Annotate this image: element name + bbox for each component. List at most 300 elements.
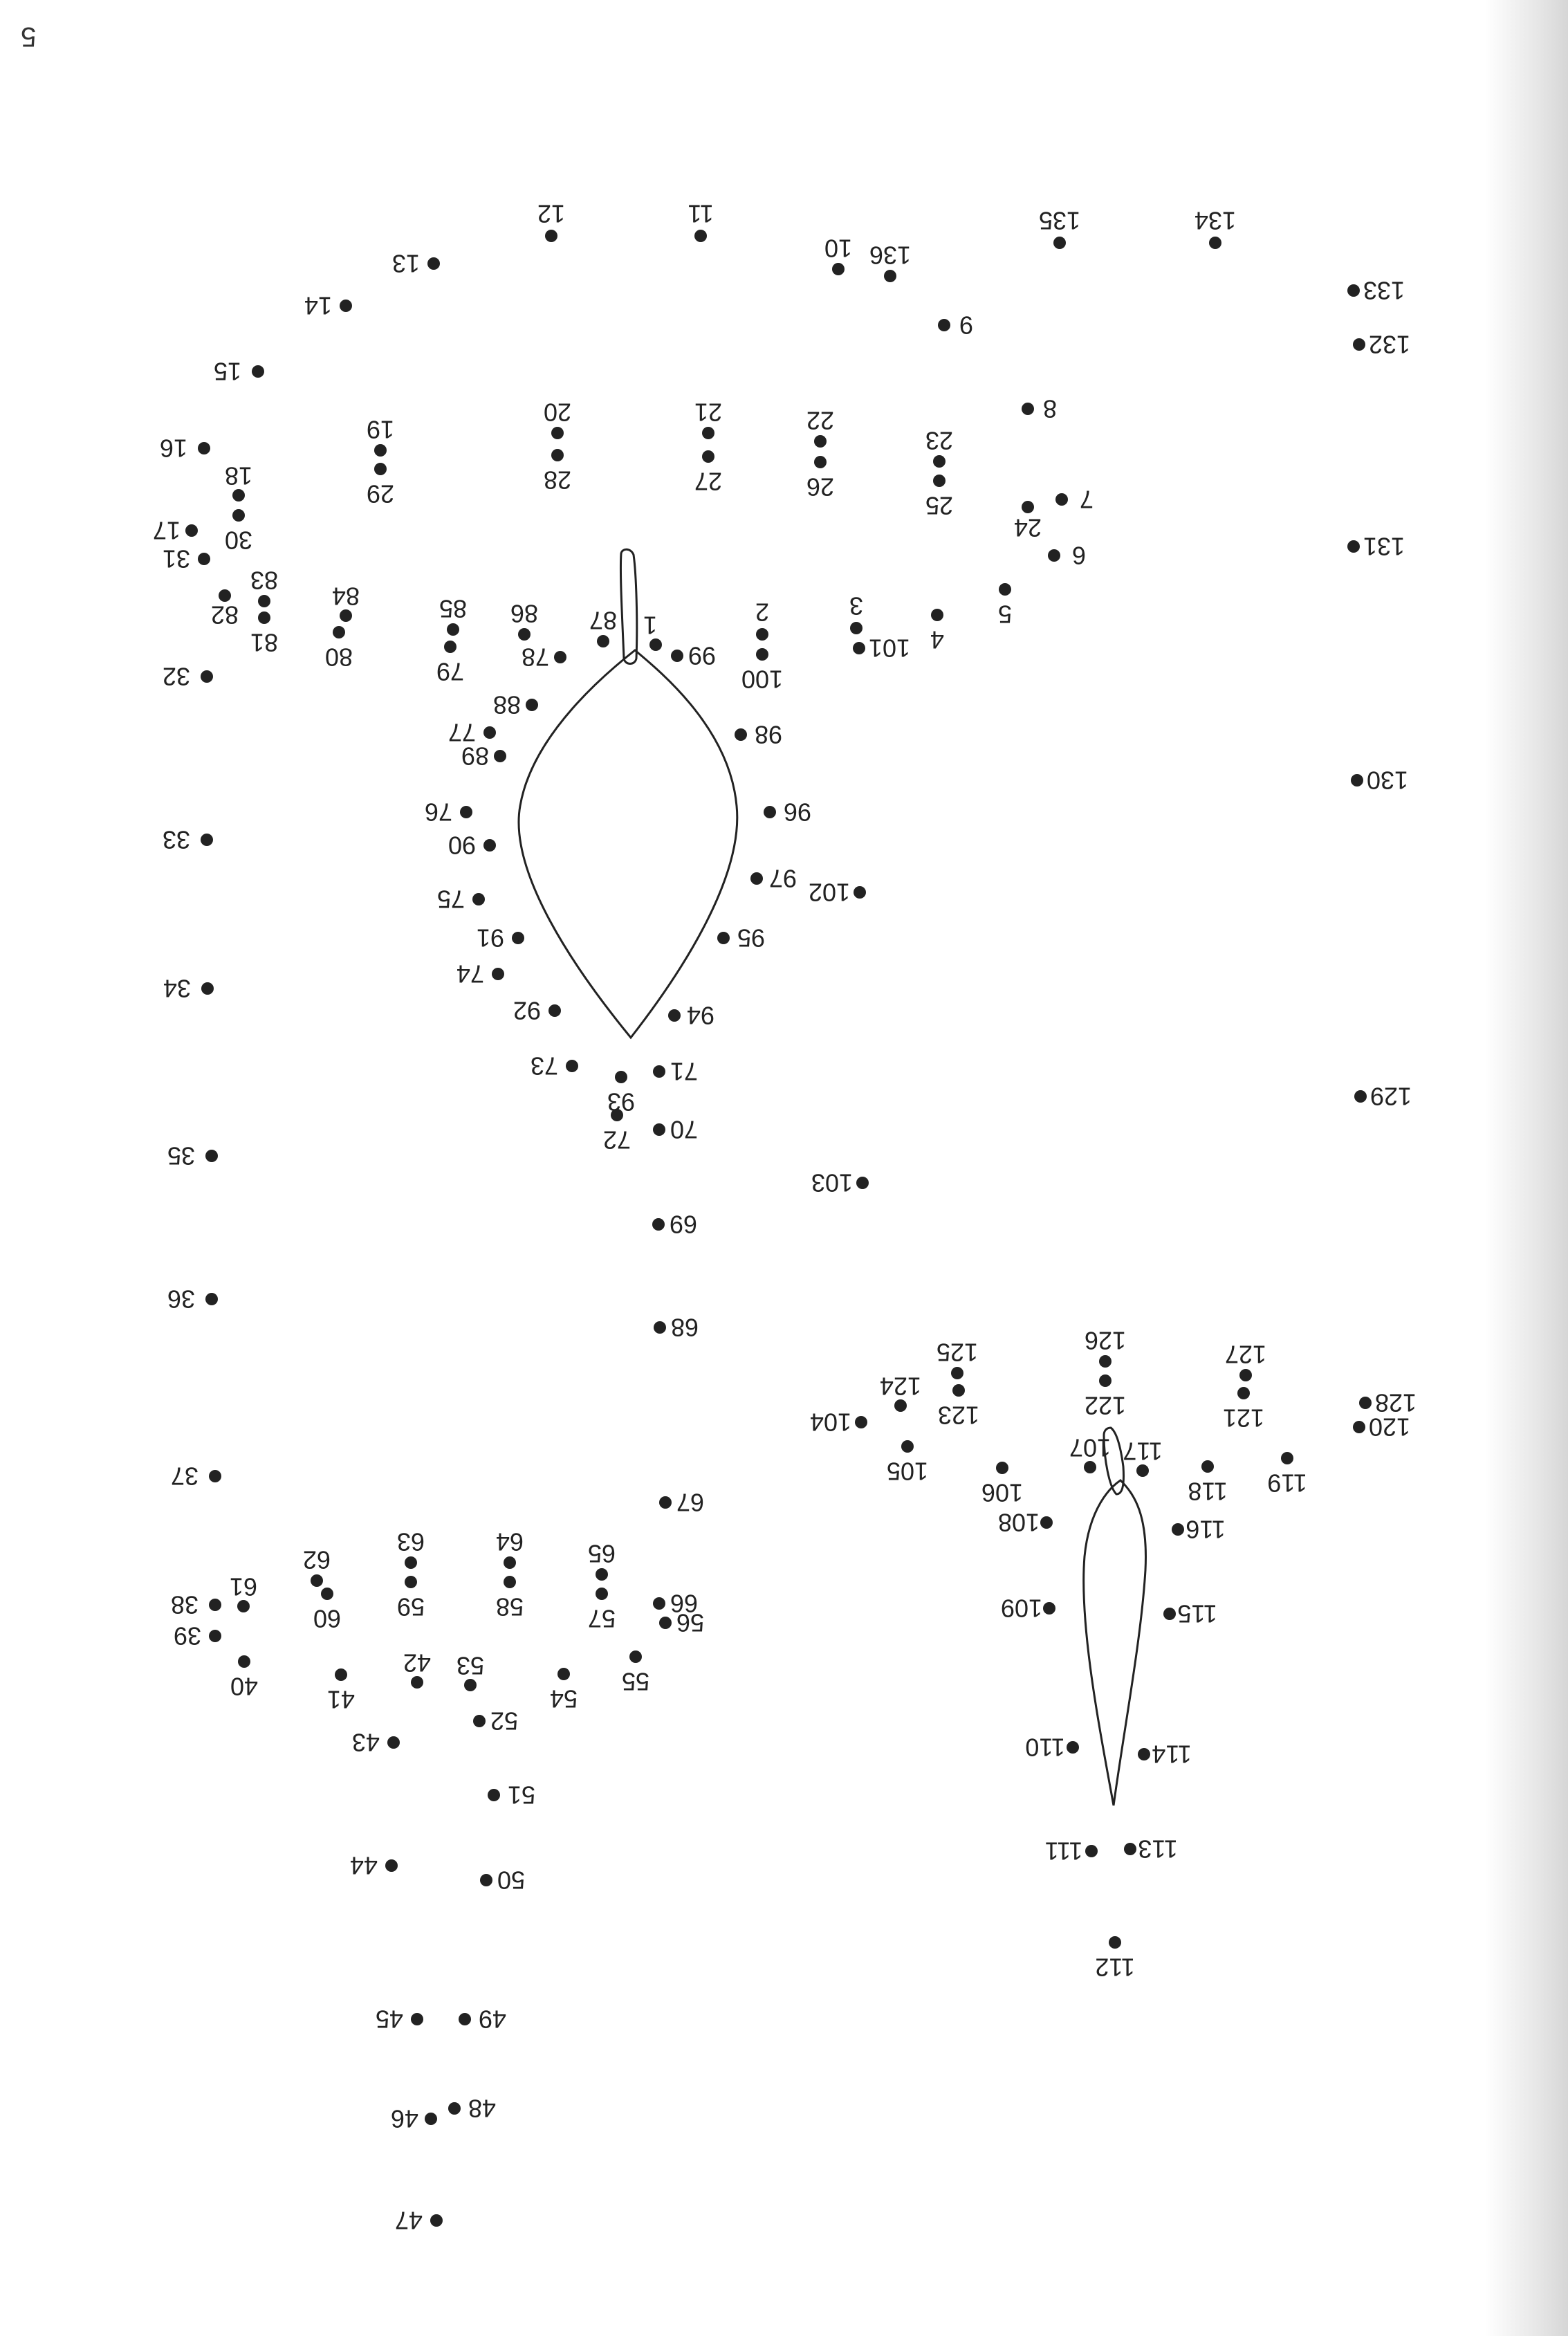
dot-76 [425, 798, 472, 827]
dot-marker [1136, 1464, 1149, 1477]
dot-marker [952, 1384, 965, 1397]
dot-label: 66 [670, 1589, 699, 1618]
dot-marker [405, 1576, 417, 1588]
dot-marker [1354, 1090, 1367, 1103]
dot-marker [551, 427, 564, 439]
dot-label: 76 [424, 798, 453, 827]
dot-marker [615, 1071, 627, 1083]
dot-104 [810, 1408, 867, 1437]
dot-2 [755, 598, 769, 641]
dot-112 [1095, 1936, 1134, 1982]
dot-marker [201, 670, 213, 683]
dot-36 [167, 1285, 218, 1314]
dot-marker [405, 1556, 417, 1569]
dot-80 [325, 626, 353, 672]
dot-71 [653, 1058, 698, 1086]
dot-3 [849, 592, 863, 635]
dot-label: 102 [808, 878, 851, 907]
dot-43 [352, 1729, 400, 1757]
dot-126 [1085, 1327, 1126, 1368]
dot-68 [654, 1314, 699, 1342]
dot-marker [1048, 549, 1060, 562]
dot-label: 90 [448, 831, 477, 860]
dot-25 [925, 475, 953, 520]
dot-label: 89 [461, 742, 490, 771]
dot-marker [597, 635, 609, 647]
dot-65 [588, 1540, 616, 1581]
dot-marker [1172, 1523, 1184, 1536]
dot-marker [671, 650, 683, 662]
dot-label: 34 [163, 974, 192, 1003]
dot-113 [1124, 1835, 1178, 1864]
dot-62 [303, 1546, 331, 1588]
dot-marker [1055, 493, 1068, 506]
dot-marker [385, 1859, 398, 1872]
dot-marker [653, 1597, 665, 1610]
dot-label: 135 [1038, 206, 1081, 235]
dot-label: 120 [1368, 1413, 1411, 1442]
dot-label: 31 [162, 544, 191, 573]
dot-marker [1124, 1843, 1136, 1855]
dot-label: 46 [390, 2104, 419, 2133]
dot-81 [250, 611, 278, 657]
dot-marker [717, 932, 730, 944]
dot-39 [174, 1622, 221, 1650]
dot-label: 24 [1013, 513, 1042, 542]
dot-marker [252, 365, 264, 378]
dot-27 [694, 450, 722, 496]
dot-label: 43 [351, 1728, 380, 1757]
dot-32 [163, 663, 213, 691]
dot-82 [211, 589, 239, 629]
dot-label: 134 [1194, 206, 1237, 235]
dot-84 [332, 582, 360, 623]
dot-label: 9 [959, 311, 974, 340]
small-leaf-outline [1084, 1480, 1146, 1805]
dot-18 [225, 462, 252, 502]
dot-label: 104 [809, 1408, 852, 1437]
dot-89 [461, 742, 506, 771]
dot-label: 39 [173, 1621, 202, 1650]
dot-label: 59 [396, 1592, 425, 1621]
dot-20 [544, 398, 571, 440]
dot-label: 61 [229, 1572, 258, 1601]
dot-marker [209, 1470, 221, 1482]
dot-label: 11 [688, 199, 714, 228]
dot-label: 37 [170, 1462, 199, 1491]
dot-label: 111 [1044, 1837, 1083, 1866]
dot-label: 45 [375, 2005, 404, 2034]
dot-label: 49 [478, 2005, 507, 2034]
dot-100 [741, 648, 783, 694]
dot-63 [397, 1528, 425, 1570]
dot-marker [480, 1874, 492, 1886]
dot-label: 70 [670, 1115, 699, 1144]
dot-7 [1055, 486, 1094, 514]
dot-114 [1138, 1740, 1192, 1769]
dot-label: 128 [1374, 1388, 1417, 1417]
dot-label: 122 [1084, 1391, 1127, 1420]
dot-label: 118 [1188, 1477, 1228, 1506]
dot-marker [488, 1789, 500, 1801]
dot-label: 30 [224, 526, 253, 555]
dot-label: 107 [1069, 1433, 1112, 1462]
dot-label: 44 [349, 1851, 378, 1880]
dot-marker [659, 1496, 672, 1509]
dot-label: 29 [366, 479, 395, 508]
dot-label: 71 [670, 1057, 699, 1086]
dot-label: 53 [456, 1651, 485, 1680]
dot-marker [999, 583, 1011, 596]
dot-marker [1040, 1516, 1053, 1529]
dot-115 [1163, 1600, 1217, 1628]
dot-marker [931, 609, 943, 621]
dot-label: 78 [521, 643, 550, 672]
dot-35 [167, 1142, 218, 1170]
dot-label: 72 [602, 1125, 631, 1155]
dot-marker [335, 1668, 347, 1681]
dot-marker [653, 1123, 665, 1136]
dot-marker [814, 456, 827, 468]
dot-marker [473, 1715, 486, 1727]
dot-label: 133 [1363, 276, 1405, 305]
dot-label: 99 [688, 641, 717, 670]
dot-marker [492, 968, 504, 980]
dot-label: 100 [741, 665, 784, 694]
dot-66 [653, 1590, 698, 1618]
dot-58 [496, 1576, 524, 1621]
dot-124 [880, 1372, 921, 1413]
dot-marker [1138, 1748, 1150, 1760]
dot-label: 92 [513, 996, 542, 1025]
dot-label: 33 [162, 825, 191, 854]
dot-marker [750, 872, 763, 885]
dot-marker [494, 750, 506, 762]
dot-label: 73 [530, 1051, 559, 1080]
dot-marker [333, 626, 345, 638]
dot-label: 136 [869, 241, 912, 270]
dot-label: 98 [754, 720, 783, 749]
dot-1 [643, 611, 662, 652]
dot-marker [545, 230, 557, 242]
dot-marker [1281, 1452, 1293, 1464]
dot-label: 112 [1095, 1953, 1135, 1982]
dot-marker [1239, 1369, 1252, 1381]
dot-134 [1195, 207, 1236, 250]
dot-marker [554, 651, 566, 663]
dot-marker [653, 1065, 665, 1078]
dot-marker [1163, 1608, 1176, 1620]
dot-54 [550, 1668, 578, 1713]
dot-109 [1001, 1594, 1055, 1623]
dot-label: 19 [366, 415, 395, 444]
dot-99 [671, 642, 716, 670]
dot-70 [653, 1116, 698, 1144]
dot-label: 21 [694, 398, 723, 427]
dot-marker [411, 1676, 423, 1689]
dot-label: 23 [925, 426, 954, 455]
dot-label: 64 [495, 1527, 524, 1556]
dot-marker [1043, 1602, 1055, 1615]
dot-108 [998, 1509, 1053, 1537]
dot-marker [472, 893, 485, 905]
dot-marker [321, 1588, 333, 1600]
dot-label: 14 [304, 291, 333, 320]
dot-19 [367, 416, 394, 457]
dot-marker [427, 257, 440, 270]
dot-97 [750, 865, 797, 893]
dot-34 [163, 975, 214, 1003]
dot-129 [1354, 1083, 1412, 1111]
dot-marker [483, 726, 496, 739]
dot-marker [258, 611, 270, 624]
dot-marker [652, 1218, 665, 1231]
dot-label: 108 [997, 1508, 1040, 1537]
dot-label: 119 [1267, 1469, 1307, 1498]
dot-label: 32 [162, 662, 191, 691]
dot-marker [1099, 1374, 1112, 1387]
dot-marker [854, 886, 866, 899]
dot-61 [230, 1573, 257, 1613]
dot-label: 4 [930, 625, 945, 654]
dot-label: 77 [448, 718, 477, 747]
dot-label: 5 [997, 600, 1013, 629]
dot-26 [806, 456, 834, 502]
dot-33 [163, 826, 213, 854]
dot-73 [531, 1052, 578, 1080]
dot-label: 82 [210, 600, 239, 629]
dot-label: 81 [250, 628, 279, 657]
dot-marker [832, 263, 845, 275]
dot-marker [460, 806, 472, 818]
dot-116 [1172, 1516, 1226, 1544]
dot-label: 83 [250, 566, 279, 595]
dot-marker [512, 932, 524, 944]
dot-88 [493, 691, 538, 719]
dot-label: 80 [324, 643, 353, 672]
dot-label: 106 [981, 1478, 1024, 1507]
dot-marker [1347, 540, 1360, 553]
dot-label: 96 [783, 798, 812, 827]
dot-marker [209, 1599, 221, 1611]
dot-marker [483, 839, 496, 852]
dot-57 [588, 1588, 616, 1633]
dot-49 [459, 2005, 506, 2034]
dot-label: 20 [543, 398, 572, 427]
dot-label: 87 [589, 606, 618, 635]
dot-75 [437, 885, 485, 914]
dot-13 [392, 250, 440, 278]
dot-marker [1201, 1460, 1214, 1473]
dot-marker [425, 2113, 437, 2125]
dot-marker [933, 475, 946, 487]
dot-37 [171, 1462, 221, 1491]
dot-label: 129 [1369, 1082, 1412, 1111]
dot-label: 95 [737, 923, 766, 953]
dot-marker [551, 449, 564, 461]
dot-marker [1359, 1397, 1372, 1409]
dot-92 [513, 997, 561, 1025]
dot-label: 35 [167, 1141, 196, 1170]
dot-label: 50 [497, 1866, 526, 1895]
dot-label: 110 [1025, 1733, 1065, 1762]
dot-marker [1084, 1461, 1096, 1473]
dot-48 [448, 2095, 496, 2123]
dot-21 [694, 398, 722, 440]
dot-93 [607, 1071, 635, 1116]
dot-125 [937, 1339, 978, 1380]
dot-marker [387, 1736, 400, 1749]
dot-label: 27 [694, 467, 723, 496]
dot-marker [504, 1576, 516, 1588]
dot-23 [925, 427, 953, 468]
dot-79 [436, 641, 464, 686]
dot-label: 51 [507, 1781, 536, 1810]
dot-marker [374, 463, 387, 475]
dot-label: 130 [1366, 766, 1409, 795]
dot-label: 101 [868, 634, 911, 663]
dot-130 [1351, 766, 1408, 795]
dot-label: 52 [490, 1707, 519, 1736]
dot-marker [756, 628, 768, 641]
dot-marker [856, 1177, 869, 1189]
dot-label: 60 [313, 1604, 342, 1633]
dot-label: 12 [537, 199, 566, 228]
dot-label: 109 [1000, 1594, 1043, 1623]
dot-83 [250, 567, 278, 608]
dot-label: 15 [213, 357, 242, 386]
dot-label: 22 [806, 406, 835, 435]
dot-label: 38 [170, 1590, 199, 1619]
dot-marker [850, 622, 863, 634]
dot-38 [171, 1591, 221, 1619]
dot-marker [548, 1004, 561, 1017]
dot-24 [1014, 501, 1042, 542]
dot-label: 3 [849, 591, 864, 620]
dot-marker [814, 435, 827, 448]
dot-label: 26 [806, 472, 835, 502]
dot-label: 67 [676, 1488, 705, 1517]
dot-122 [1085, 1374, 1126, 1420]
dot-label: 117 [1123, 1437, 1163, 1466]
dot-marker [448, 2102, 461, 2115]
dot-label: 124 [879, 1372, 922, 1401]
dot-label: 10 [824, 234, 853, 263]
dot-label: 115 [1177, 1599, 1217, 1628]
dot-8 [1022, 395, 1057, 423]
dot-label: 116 [1186, 1515, 1226, 1544]
dot-marker [504, 1556, 516, 1569]
dot-135 [1039, 207, 1080, 250]
dot-marker [596, 1588, 608, 1600]
dot-label: 18 [224, 461, 253, 490]
dot-marker [629, 1650, 642, 1663]
dot-label: 69 [669, 1210, 698, 1239]
dot-label: 65 [587, 1539, 616, 1568]
dot-44 [350, 1852, 398, 1880]
dot-marker [238, 1655, 250, 1668]
dot-marker [1237, 1387, 1250, 1399]
dot-label: 2 [755, 598, 770, 627]
dot-label: 75 [436, 885, 465, 914]
dot-marker [901, 1440, 914, 1453]
dot-label: 131 [1363, 532, 1405, 561]
dot-label: 84 [331, 582, 360, 611]
dot-marker [1067, 1741, 1079, 1754]
dot-15 [214, 358, 264, 386]
dot-marker [1022, 403, 1034, 415]
dot-10 [824, 234, 852, 276]
dot-marker [938, 319, 950, 331]
dot-marker [894, 1399, 907, 1412]
dot-marker [201, 982, 214, 995]
dot-marker [258, 595, 270, 607]
dot-label: 7 [1079, 485, 1094, 514]
dot-30 [225, 509, 252, 555]
dot-marker [198, 553, 210, 565]
dot-marker [933, 455, 946, 468]
dot-marker [668, 1009, 681, 1022]
dot-marker [205, 1150, 218, 1162]
dot-103 [811, 1169, 869, 1197]
dot-label: 97 [768, 864, 797, 893]
dot-label: 93 [607, 1087, 636, 1116]
dot-label: 121 [1222, 1404, 1265, 1433]
dot-label: 126 [1084, 1326, 1127, 1355]
dot-131 [1347, 533, 1405, 561]
dot-label: 6 [1071, 541, 1087, 570]
dot-label: 13 [391, 249, 421, 278]
dot-label: 105 [886, 1457, 929, 1486]
dot-12 [537, 200, 565, 243]
dot-marker [1109, 1936, 1121, 1949]
dot-marker [464, 1679, 477, 1691]
dot-marker [1209, 237, 1221, 249]
dot-label: 54 [549, 1684, 578, 1713]
dot-60 [313, 1588, 341, 1633]
dot-label: 85 [439, 594, 468, 623]
dot-marker [735, 728, 747, 741]
dot-91 [477, 924, 524, 953]
dot-marker [1022, 501, 1034, 513]
dot-101 [853, 634, 910, 663]
dot-42 [403, 1649, 431, 1689]
dot-label: 42 [403, 1648, 432, 1677]
dot-label: 40 [230, 1672, 259, 1701]
dot-52 [473, 1707, 518, 1736]
dot-78 [522, 643, 566, 672]
dot-marker [756, 648, 768, 661]
dot-121 [1223, 1387, 1264, 1433]
dot-105 [887, 1440, 928, 1486]
dot-marker [411, 2013, 423, 2025]
dot-45 [376, 2005, 423, 2034]
dot-marker [219, 589, 231, 602]
dot-marker [1347, 284, 1360, 297]
dot-67 [659, 1489, 704, 1517]
dot-86 [510, 600, 538, 641]
dot-117 [1123, 1437, 1162, 1478]
dot-label: 132 [1368, 330, 1411, 359]
dot-128 [1359, 1389, 1417, 1417]
dot-53 [456, 1652, 484, 1692]
dot-14 [304, 292, 352, 320]
dot-marker [702, 427, 714, 439]
dot-17 [153, 517, 198, 545]
dot-4 [930, 609, 944, 654]
dot-marker [198, 442, 210, 454]
dot-marker [232, 489, 245, 502]
